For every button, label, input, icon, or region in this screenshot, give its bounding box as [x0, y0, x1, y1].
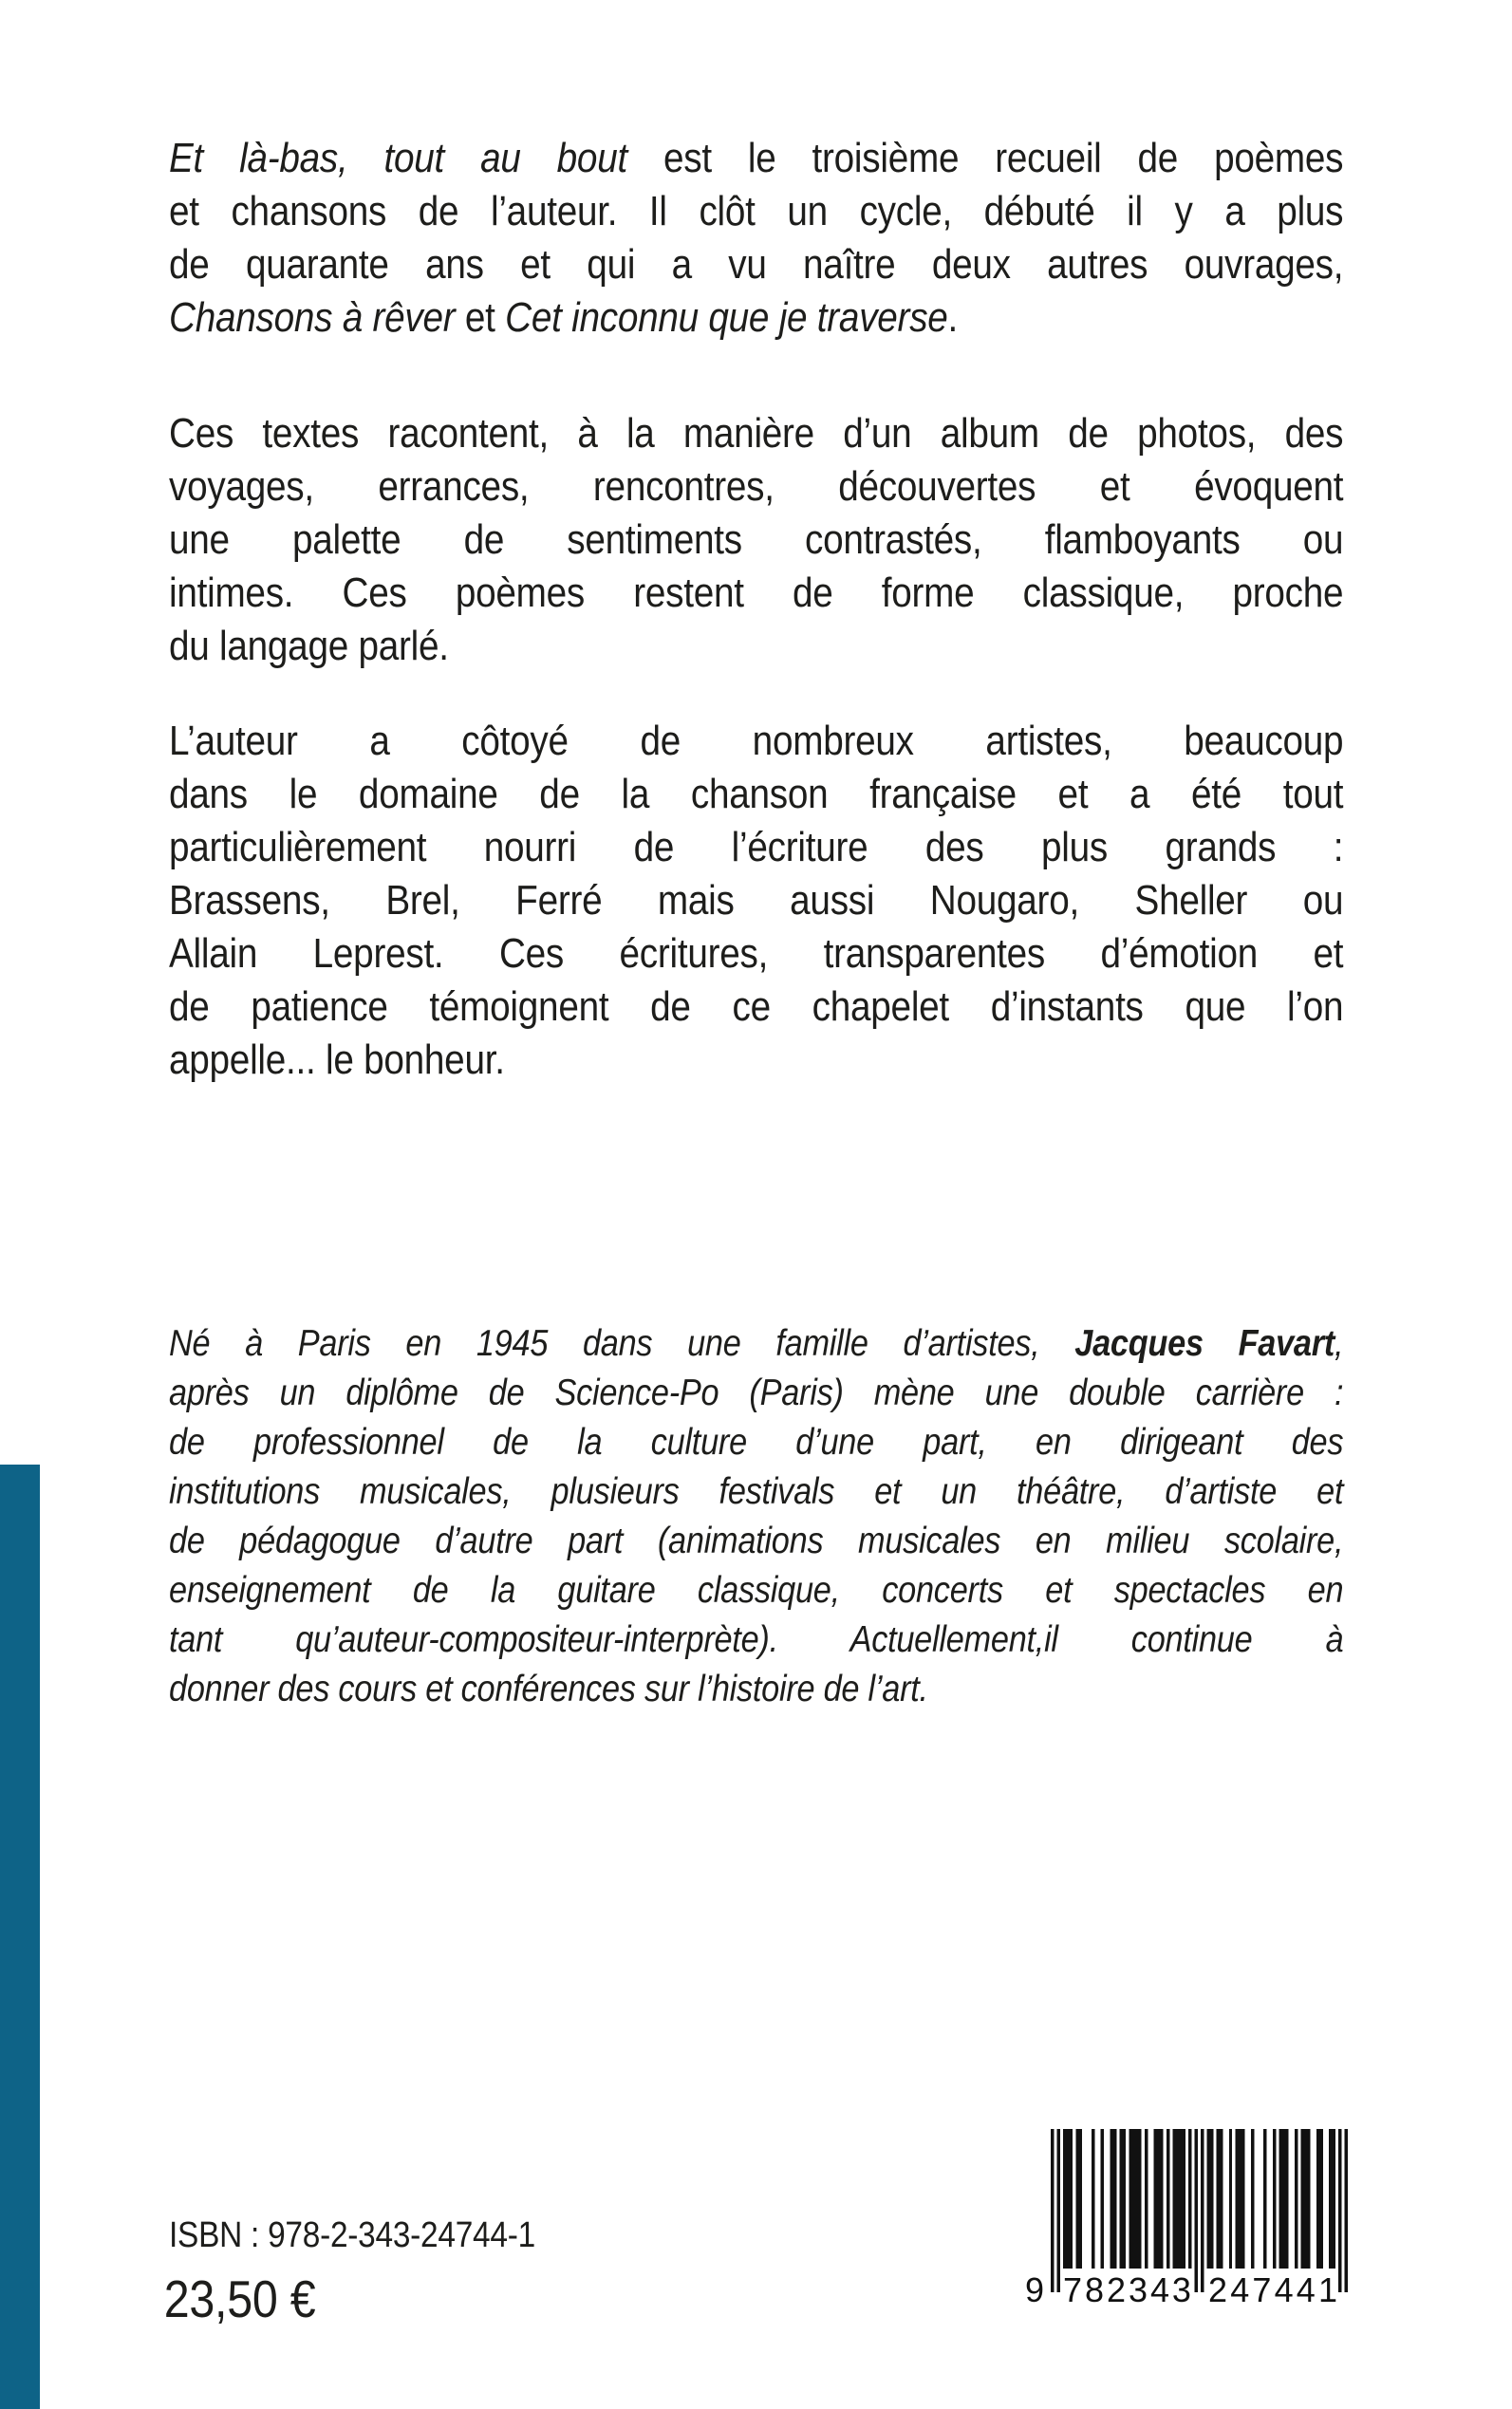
text-line: Allain Leprest. Ces écritures, transparentes d’émotion et [169, 930, 1344, 977]
barcode-left-digits: 7 8 2 3 4 3 [1063, 2270, 1191, 2309]
text-line: et chansons de l’auteur. Il clôt un cycle, débuté il y a plus [169, 188, 1344, 234]
text-line: appelle... le bonheur. [169, 1036, 505, 1083]
text-line: dans le domaine de la chanson française et a été tout [169, 771, 1344, 817]
price-text: 23,50 € [163, 2269, 316, 2328]
text-column [163, 0, 1344, 2409]
synopsis-paragraph-1 [169, 132, 1343, 345]
text-line: Ces textes racontent, à la manière d’un album de photos, des [169, 410, 1344, 457]
text-line: de professionnel de la culture d’une part, en dirigeant des [169, 1422, 1344, 1463]
text-line: de pédagogue d’autre part (animations musicales en milieu scolaire, [169, 1521, 1344, 1561]
text-line: Chansons à rêver et Cet inconnu que je traverse. [169, 294, 959, 341]
text-line: une palette de sentiments contrastés, flamboyants ou [169, 516, 1344, 563]
text-line: du langage parlé. [169, 623, 449, 669]
text-line: enseignement de la guitare classique, concerts et spectacles en [169, 1570, 1344, 1611]
barcode-first-digit: 9 [1025, 2270, 1045, 2309]
barcode-right-digits: 2 4 7 4 4 1 [1208, 2270, 1337, 2309]
text-line: institutions musicales, plusieurs festivals et un théâtre, d’artiste et [169, 1471, 1344, 1512]
text-line: après un diplôme de Science-Po (Paris) mène une double carrière : [169, 1373, 1344, 1413]
synopsis-paragraph-3 [169, 715, 1343, 1087]
text-line: intimes. Ces poèmes restent de forme classique, proche [169, 570, 1344, 616]
synopsis-paragraph-2 [169, 407, 1343, 673]
text-line: Et là-bas, tout au bout est le troisième recueil de poèmes [169, 135, 1344, 181]
text-line: Né à Paris en 1945 dans une famille d’artistes, Jacques Favart, [169, 1323, 1344, 1364]
text-line: L’auteur a côtoyé de nombreux artistes, beaucoup [169, 718, 1344, 764]
text-line: Brassens, Brel, Ferré mais aussi Nougaro, Sheller ou [169, 877, 1344, 924]
text-line: donner des cours et conférences sur l’histoire de l’art. [169, 1669, 928, 1709]
text-line: particulièrement nourri de l’écriture des plus grands : [169, 824, 1344, 870]
color-stripe [0, 1465, 40, 2409]
text-line: de quarante ans et qui a vu naître deux autres ouvrages, [169, 241, 1344, 288]
barcode-bars [1051, 2129, 1348, 2292]
author-bio [169, 1319, 1343, 1714]
text-line: voyages, errances, rencontres, découvertes et évoquent [169, 463, 1344, 510]
text-line: tant qu’auteur-compositeur-interprète). Actuellement,il continue à [169, 1619, 1344, 1660]
ean13-barcode [1025, 2129, 1348, 2309]
isbn-text: ISBN : 978-2-343-24744-1 [169, 2215, 535, 2255]
text-line: de patience témoignent de ce chapelet d’instants que l’on [169, 983, 1344, 1030]
